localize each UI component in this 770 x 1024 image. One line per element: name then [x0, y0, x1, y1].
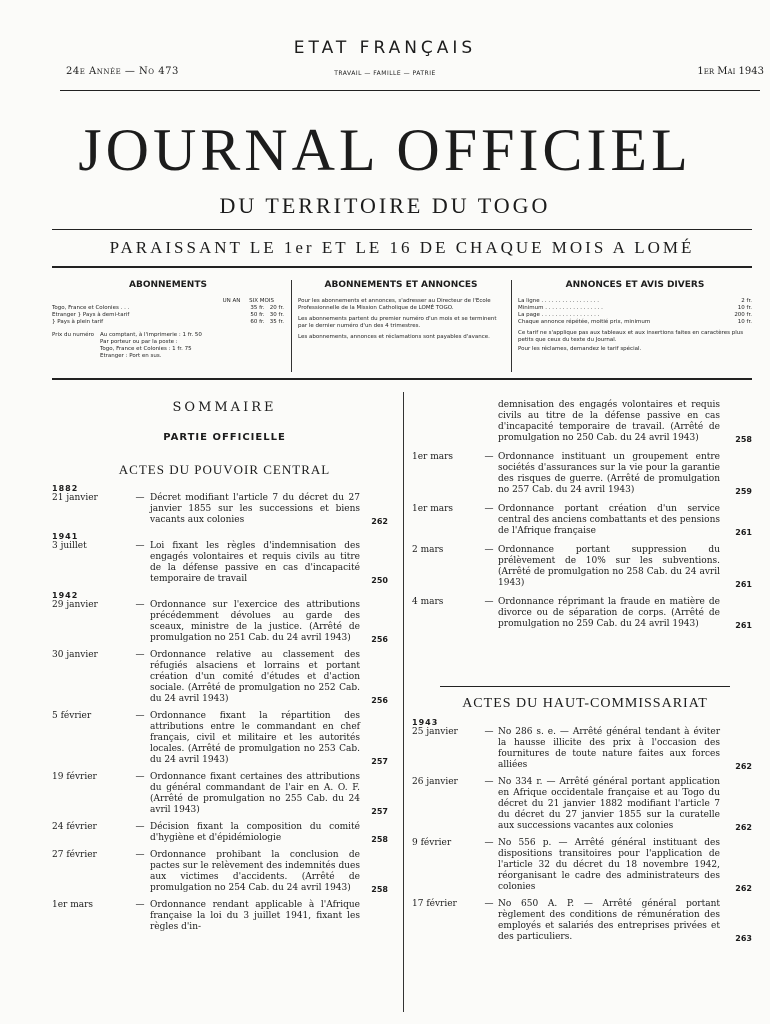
entry-text: Décision fixant la composition du comité d'hygiène et d'épidémiologie	[150, 822, 360, 843]
entry-dash: —	[484, 899, 494, 909]
box-abonnements	[52, 280, 284, 360]
sommaire-entry	[412, 452, 760, 496]
entry-page: 261	[735, 528, 752, 537]
entry-date: 19 février	[52, 772, 97, 782]
abonnements-rows	[52, 305, 284, 326]
entry-page: 257	[371, 757, 388, 766]
entry-page: 259	[735, 487, 752, 496]
avis-label: La page . . . . . . . . . . . . . . . . .	[518, 312, 600, 318]
entry-page: 262	[735, 823, 752, 832]
prix-line: Etranger : Port en sus.	[100, 353, 162, 359]
sommaire-entry	[412, 838, 760, 893]
entry-date: 17 février	[412, 899, 457, 909]
row-six-mois: 30 fr.	[269, 312, 284, 318]
box-divider	[511, 280, 512, 372]
entry-page: 257	[371, 807, 388, 816]
avis-label: La ligne . . . . . . . . . . . . . . . . .	[518, 298, 600, 304]
avis-note: Pour les réclames, demandez le tarif spécial.	[518, 346, 642, 352]
entry-dash: —	[484, 777, 494, 787]
sommaire-entry	[412, 597, 760, 630]
masthead-rule	[52, 229, 752, 230]
entry-page: 258	[735, 435, 752, 444]
periodicity: PARAISSANT LE 1er ET LE 16 DE CHAQUE MOIS A LOMÉ	[109, 238, 695, 257]
column-divider	[403, 392, 404, 1012]
sommaire-entry	[52, 711, 397, 766]
entry-page: 258	[371, 835, 388, 844]
avis-label: Chaque annonce répétée, moitié prix, minimum	[518, 319, 651, 325]
journal-subtitle: DU TERRITOIRE DU TOGO	[219, 193, 551, 218]
entry-text: demnisation des engagés volontaires et requis civils au titre de la défense passive en cas d'incapacité temporaire de travail. (Arrêté de promulgation no 250 Cab. du 24 avril 1943)	[498, 400, 720, 443]
entry-page: 256	[371, 696, 388, 705]
devise: TRAVAIL — FAMILLE — PATRIE	[334, 70, 436, 77]
box-annonces-avis	[518, 280, 752, 353]
entry-dash: —	[135, 650, 145, 660]
col-un-an: UN AN	[222, 298, 241, 304]
avis-value: 200 fr.	[734, 312, 752, 318]
entry-date: 1er mars	[52, 900, 94, 910]
annonces-paragraph: Pour les abonnements et annonces, s'adresser au Directeur de l'Ecole Professionnelle de la Mission Catholique de LOMÉ TOGO.	[298, 298, 491, 311]
issue-number: 24e Année — No 473	[66, 66, 179, 77]
avis-note: Ce tarif ne s'applique pas aux tableaux et aux insertions faites en caractères plus petits que ceux du texte du Journal.	[518, 330, 744, 343]
section-rule	[440, 686, 730, 687]
sommaire-entry	[52, 650, 397, 705]
entry-date: 27 février	[52, 850, 97, 860]
sommaire-entry	[52, 850, 397, 894]
entry-text: Ordonnance fixant certaines des attributions du général commandant de l'air en A. O. F. (Arrêté de promulgation no 255 Cab. du 24 avril 1943)	[150, 772, 360, 815]
entry-dash: —	[135, 493, 145, 503]
entry-dash: —	[135, 822, 145, 832]
entry-page: 262	[735, 884, 752, 893]
entry-date: 1er mars	[412, 452, 454, 462]
entry-text: Ordonnance instituant un groupement entre sociétés d'assurances sur la vie pour la garantie des risques de guerre. (Arrêté de promulgation no 257 Cab. du 24 avril 1943)	[498, 452, 720, 495]
year-heading: 1941	[52, 532, 79, 541]
row-label: } Pays à plein tarif	[52, 319, 104, 325]
issue-date: 1er Mai 1943	[697, 66, 764, 77]
abonnements-row	[52, 312, 284, 319]
section-pouvoir-central: ACTES DU POUVOIR CENTRAL	[118, 462, 331, 477]
sommaire-title: SOMMAIRE	[172, 400, 277, 415]
partie-officielle: PARTIE OFFICIELLE	[163, 432, 286, 443]
left-column	[52, 482, 397, 939]
avis-row	[518, 312, 752, 319]
entry-text: Ordonnance portant suppression du prélèvement de 10% sur les subventions. (Arrêté de promulgation no 258 Cab. du 24 avril 1943)	[498, 545, 720, 588]
periodicity-rule	[52, 266, 752, 268]
row-un-an: 50 fr.	[250, 312, 265, 318]
entry-dash: —	[135, 772, 145, 782]
entry-text: No 556 p. — Arrêté général instituant des dispositions transitoires pour l'application de l'article 32 du décret du 18 novembre 1942, réorganisant le cadre des administrateurs des colonies	[498, 838, 720, 892]
sommaire-entry	[412, 545, 760, 589]
entry-text: No 650 A. P. — Arrêté général portant règlement des conditions de rémunération des employés et salariés des entreprises privées et des particuliers.	[498, 899, 720, 942]
entry-text: Décret modifiant l'article 7 du décret du 27 janvier 1855 sur les successions et biens vacants aux colonies	[150, 493, 360, 525]
entry-date: 2 mars	[412, 545, 444, 555]
entry-dash: —	[484, 504, 494, 514]
row-un-an: 35 fr.	[250, 305, 265, 311]
avis-value: 10 fr.	[737, 305, 752, 311]
entry-text: Ordonnance fixant la répartition des attributions entre le commandant en chef français, civil et militaire et les autorités locales. (Arrêté de promulgation no 253 Cab. du 24 avril 1943)	[150, 711, 360, 765]
year-heading: 1942	[52, 591, 79, 600]
sommaire-entry	[52, 772, 397, 816]
boxes-rule	[52, 378, 752, 380]
entry-page: 262	[371, 517, 388, 526]
entry-date: 21 janvier	[52, 493, 98, 503]
entry-page: 261	[735, 580, 752, 589]
entry-text: Ordonnance rendant applicable à l'Afrique française la loi du 3 juillet 1941, fixant les règles d'in-	[150, 900, 360, 932]
year-heading: 1943	[412, 718, 439, 727]
section-haut-commissariat: ACTES DU HAUT-COMMISSARIAT	[462, 696, 708, 711]
entry-dash: —	[135, 850, 145, 860]
entry-dash: —	[135, 600, 145, 610]
right-column-top	[412, 400, 760, 638]
row-label: Etranger } Pays à demi-tarif	[52, 312, 130, 318]
annonces-paragraph: Les abonnements, annonces et réclamations sont payables d'avance.	[298, 334, 490, 340]
prix-line: Togo, France et Colonies : 1 fr. 75	[100, 346, 192, 352]
entry-date: 5 février	[52, 711, 92, 721]
prix-line: Au comptant, à l'imprimerie : 1 fr. 50	[100, 332, 202, 338]
entry-date: 9 février	[412, 838, 452, 848]
entry-dash: —	[484, 727, 494, 737]
abonnements-row	[52, 319, 284, 326]
year-heading: 1882	[52, 484, 79, 493]
annonces-paragraph: Les abonnements partent du premier numéro d'un mois et se terminent par le dernier numéro d'un des 4 trimestres.	[298, 316, 497, 329]
entry-date: 4 mars	[412, 597, 444, 607]
avis-row	[518, 319, 752, 326]
prix-line: Par porteur ou par la poste :	[100, 339, 178, 345]
box-abonnements-title: ABONNEMENTS	[129, 280, 207, 290]
sommaire-entry	[412, 400, 760, 444]
entry-dash: —	[484, 452, 494, 462]
entry-dash: —	[135, 541, 145, 551]
sommaire-entry	[52, 900, 397, 933]
journal-title: JOURNAL OFFICIEL	[78, 117, 692, 183]
row-six-mois: 20 fr.	[269, 305, 284, 311]
right-column-bottom	[412, 716, 760, 949]
sommaire-entry	[52, 600, 397, 644]
entry-date: 29 janvier	[52, 600, 98, 610]
entry-date: 25 janvier	[412, 727, 458, 737]
entry-dash: —	[484, 838, 494, 848]
entry-dash: —	[484, 545, 494, 555]
prix-label: Prix du numéro	[52, 332, 94, 338]
sommaire-entry	[52, 541, 397, 585]
prix-du-numero	[52, 332, 284, 360]
entry-date: 26 janvier	[412, 777, 458, 787]
entry-text: Ordonnance relative au classement des réfugiés alsaciens et lorrains et portant création d'un comité d'études et d'action sociale. (Arrêté de promulgation no 252 Cab. du 24 avril 1943)	[150, 650, 360, 704]
header-rule	[60, 90, 760, 91]
box-divider	[291, 280, 292, 372]
box-avis-title: ANNONCES ET AVIS DIVERS	[565, 280, 705, 290]
sommaire-entry	[412, 777, 760, 832]
entry-text: Loi fixant les règles d'indemnisation des engagés volontaires et requis civils au titre de la défense passive en cas d'incapacité temporaire de travail	[150, 541, 360, 584]
entry-date: 3 juillet	[52, 541, 87, 551]
entry-page: 263	[735, 934, 752, 943]
row-label: Togo, France et Colonies . . .	[52, 305, 130, 311]
sommaire-entry	[412, 899, 760, 943]
avis-value: 10 fr.	[737, 319, 752, 325]
box-annonces-title: ABONNEMENTS ET ANNONCES	[324, 280, 478, 290]
sommaire-entry	[412, 504, 760, 537]
entry-page: 250	[371, 576, 388, 585]
entry-dash: —	[484, 597, 494, 607]
entry-text: Ordonnance réprimant la fraude en matière de divorce ou de séparation de corps. (Arrêté de promulgation no 259 Cab. du 24 avril 1943)	[498, 597, 720, 629]
entry-page: 256	[371, 635, 388, 644]
entry-text: Ordonnance prohibant la conclusion de pactes sur le relèvement des indemnités dues aux victimes d'accidents. (Arrêté de promulgation no 254 Cab. du 24 avril 1943)	[150, 850, 360, 893]
entry-text: No 286 s. e. — Arrêté général tendant à éviter la hausse illicite des prix à l'occasion des fournitures de toute nature faites aux forces alliées	[498, 727, 720, 770]
col-six-mois: SIX MOIS	[249, 298, 274, 304]
entry-dash: —	[135, 711, 145, 721]
row-six-mois: 35 fr.	[269, 319, 284, 325]
entry-text: Ordonnance sur l'exercice des attributions précédemment dévolues au garde des sceaux, ministre de la justice. (Arrêté de promulgation no 251 Cab. du 24 avril 1943)	[150, 600, 360, 643]
entry-page: 261	[735, 621, 752, 630]
entry-date: 30 janvier	[52, 650, 98, 660]
entry-dash: —	[135, 900, 145, 910]
entry-date: 24 février	[52, 822, 97, 832]
entry-text: Ordonnance portant création d'un service central des anciens combattants et des pensions de l'Afrique française	[498, 504, 720, 536]
abonnements-col-headers	[52, 298, 284, 305]
sommaire-entry	[412, 727, 760, 771]
avis-rows	[518, 298, 752, 326]
row-un-an: 60 fr.	[250, 319, 265, 325]
avis-row	[518, 298, 752, 305]
etat-francais: ETAT FRANÇAIS	[293, 38, 477, 58]
avis-row	[518, 305, 752, 312]
entry-text: No 334 r. — Arrêté général portant application en Afrique occidentale française et au Togo du décret du 21 janvier 1882 modifiant l'article 7 du décret du 27 janvier 1855 sur la curatelle aux successions vacantes aux colonies	[498, 777, 720, 831]
entry-date: 1er mars	[412, 504, 454, 514]
entry-page: 262	[735, 762, 752, 771]
avis-value: 2 fr.	[741, 298, 752, 304]
abonnements-row	[52, 305, 284, 312]
avis-label: Minimum . . . . . . . . . . . . . . . . .	[518, 305, 603, 311]
entry-page: 258	[371, 885, 388, 894]
sommaire-entry	[52, 493, 397, 526]
sommaire-entry	[52, 822, 397, 844]
box-abonnements-annonces	[298, 280, 504, 341]
